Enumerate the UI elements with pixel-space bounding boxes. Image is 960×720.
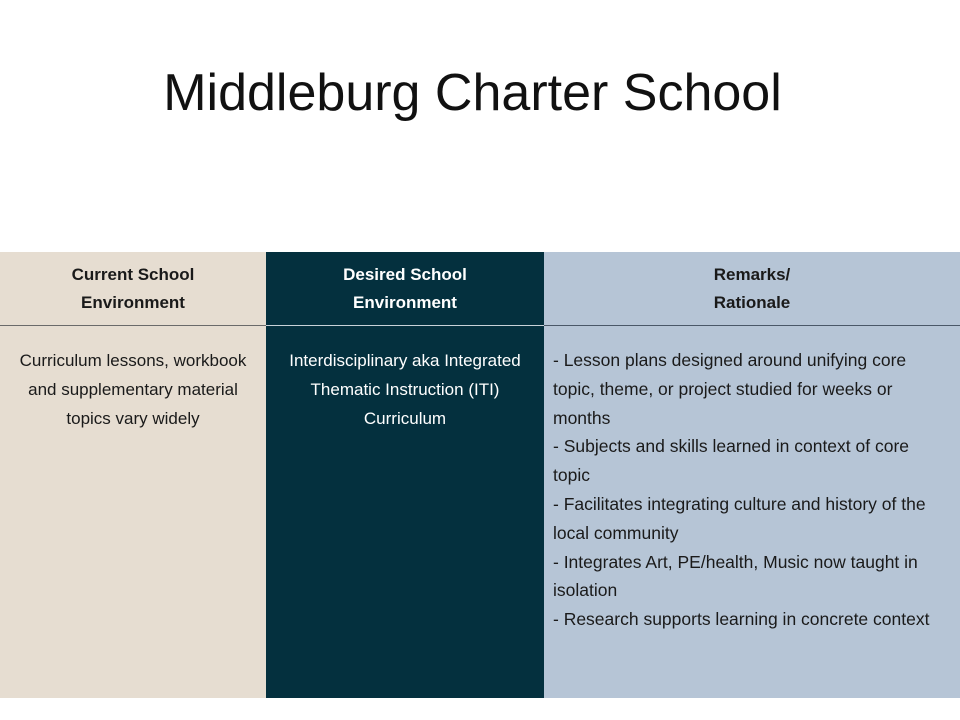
header-line: Remarks/ [713,264,791,284]
header-line: Environment [81,292,185,312]
list-item: - Lesson plans designed around unifying core topic, theme, or project studied for weeks or months [553,350,907,428]
header-divider [0,325,266,326]
comparison-table [0,252,960,698]
column-desired-environment [266,252,544,698]
header-line: Rationale [713,292,791,312]
list-item: - Subjects and skills learned in context of core topic [553,436,910,486]
list-item: - Facilitates integrating culture and history of the local community [553,493,926,543]
header-line: Environment [353,292,457,312]
column-header-desired [266,252,544,325]
remarks-list [553,346,950,634]
header-line: Current School [71,264,195,284]
slide-title: Middleburg Charter School [163,64,782,122]
list-item: - Research supports learning in concrete context [553,609,930,630]
column-current-environment [0,252,266,698]
header-divider [266,325,544,326]
header-divider [544,325,960,326]
column-body-desired: Interdisciplinary aka Integrated Thematic Instruction (ITI) Curriculum [289,351,521,428]
column-remarks-rationale [544,252,960,698]
header-line: Desired School [343,264,467,284]
column-header-current [0,252,266,325]
column-body-current: Curriculum lessons, workbook and supplementary material topics vary widely [19,351,247,428]
column-header-remarks [544,252,960,325]
list-item: - Integrates Art, PE/health, Music now taught in isolation [553,551,918,601]
